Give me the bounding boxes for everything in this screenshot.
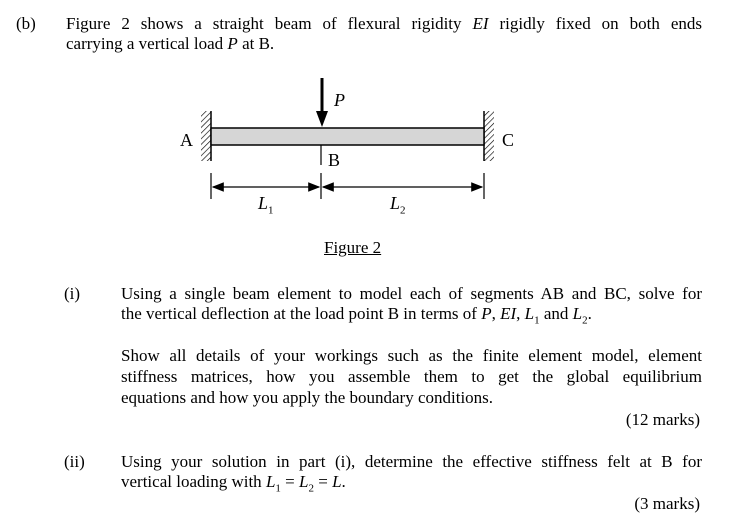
dim-l2-subscript: 2 [400, 204, 406, 217]
equals-2: = [313, 472, 333, 491]
ii-l1-subscript: 1 [275, 482, 281, 495]
part-i-label: (i) [64, 284, 81, 303]
part-ii-line-2-text: vertical loading with [121, 472, 266, 491]
part-i-p2-line-3: equations and how you apply the boundary conditions. [121, 388, 494, 407]
ii-l1-symbol: L [265, 472, 276, 491]
part-ii-line-2 [121, 472, 346, 498]
part-b-line-1-text: Figure 2 shows a straight beam of flexural rigidity [66, 14, 473, 33]
part-i-p1-line-2-text: the vertical deflection at the load point B in terms of [121, 304, 482, 323]
ei-symbol-2: EI [500, 304, 517, 323]
p-symbol-2: P [481, 304, 492, 323]
load-label-p: P [334, 90, 345, 110]
point-label-a: A [180, 130, 193, 150]
dim-l1-subscript: 1 [268, 204, 274, 217]
part-i-p2-line-2: stiffness matrices, how you assemble them to get the global equilibrium [121, 367, 702, 386]
load-arrow-head [316, 111, 328, 127]
comma-1: , [491, 304, 501, 323]
comma-2: , [516, 304, 525, 323]
dim-label-l1 [258, 193, 274, 221]
ii-l2-subscript: 2 [308, 482, 314, 495]
dim-l1-letter: L [258, 193, 269, 213]
ii-l-symbol: L [332, 472, 342, 491]
p-symbol: P [227, 34, 238, 53]
part-b-label: (b) [16, 14, 36, 33]
left-fixed-support-hatch [201, 111, 211, 161]
ei-symbol: EI [472, 14, 489, 33]
equals-1: = [280, 472, 299, 491]
part-b-line-1-text-end: rigidly fixed on both ends [488, 14, 702, 33]
part-b-line-2-text: carrying a vertical load [66, 34, 228, 53]
beam [211, 128, 484, 145]
and-word: and [539, 304, 573, 323]
part-i-p1-line-1: Using a single beam element to model each of segments AB and BC, solve for [121, 284, 702, 303]
point-label-b: B [328, 150, 341, 170]
figure-caption: Figure 2 [324, 238, 382, 257]
part-ii-label: (ii) [64, 452, 85, 471]
ii-period: . [341, 472, 346, 491]
point-label-c: C [502, 130, 515, 150]
l1-subscript: 1 [534, 314, 540, 327]
l2-subscript: 2 [582, 314, 588, 327]
dim-label-l2 [390, 193, 406, 221]
dim-l2-letter: L [390, 193, 401, 213]
part-i-marks: (12 marks) [625, 410, 700, 429]
part-ii-marks: (3 marks) [634, 494, 700, 513]
ii-l2-symbol: L [299, 472, 309, 491]
right-fixed-support-hatch [484, 111, 494, 161]
part-b-line-2-text-end: at B. [237, 34, 275, 53]
part-i-p1-line-2 [121, 304, 592, 330]
part-i-p2-line-1: Show all details of your workings such as the finite element model, element [121, 346, 702, 365]
period: . [587, 304, 592, 323]
part-ii-line-1: Using your solution in part (i), determine the effective stiffness felt at B for [121, 452, 702, 471]
l2-symbol: L [572, 304, 583, 323]
l1-symbol: L [524, 304, 535, 323]
